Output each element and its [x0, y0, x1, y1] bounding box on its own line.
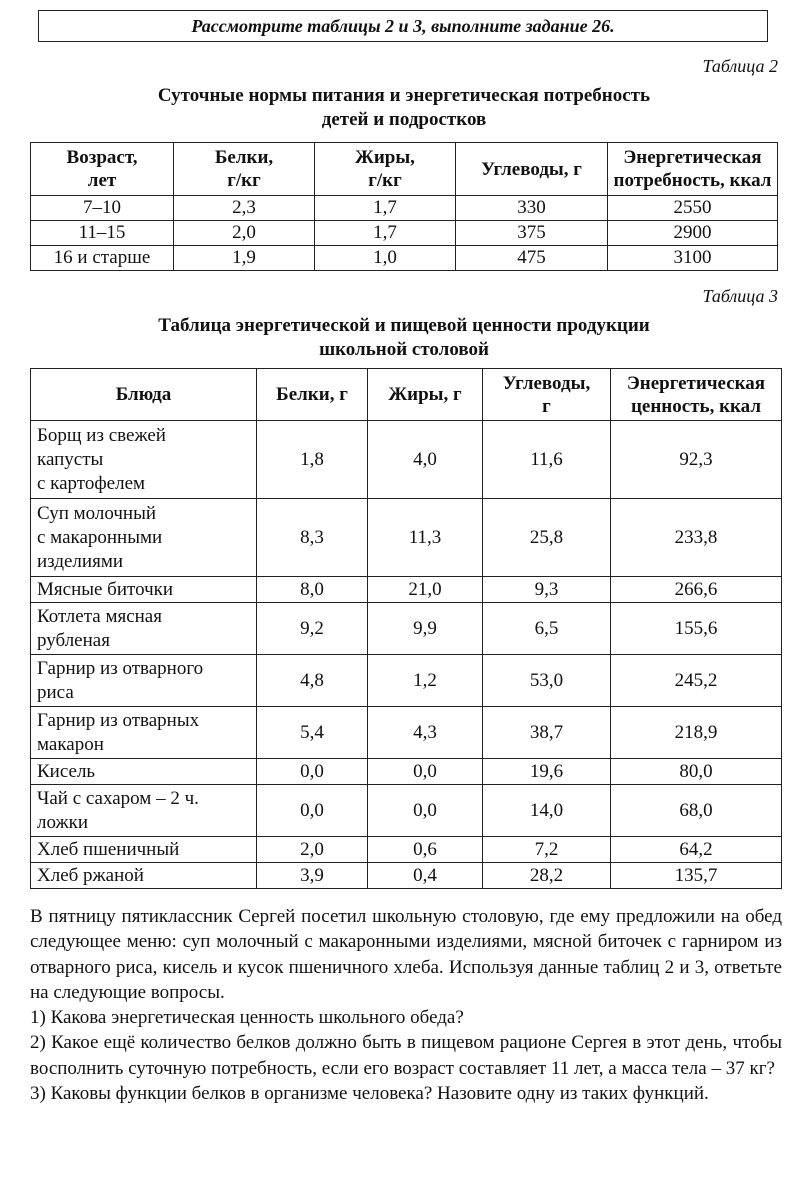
fat-cell: 1,2 [368, 655, 483, 707]
dish-cell: Борщ из свежей капусты с картофелем [31, 421, 257, 499]
fat-cell: 0,0 [368, 785, 483, 837]
fat-cell: 4,0 [368, 421, 483, 499]
energy-cell: 233,8 [611, 499, 782, 577]
table-row [31, 499, 782, 577]
table3-title-line2: школьной столовой [319, 339, 489, 360]
carbs-cell: 11,6 [483, 421, 611, 499]
dish-cell: Гарнир из отварного риса [31, 655, 257, 707]
energy-cell: 266,6 [611, 577, 782, 603]
protein-cell: 2,3 [174, 196, 315, 221]
fat-cell: 1,7 [315, 196, 456, 221]
energy-cell: 92,3 [611, 421, 782, 499]
dish-cell: Чай с сахаром – 2 ч. ложки [31, 785, 257, 837]
protein-cell: 3,9 [257, 863, 368, 889]
carbs-cell: 25,8 [483, 499, 611, 577]
energy-cell: 245,2 [611, 655, 782, 707]
table2-header-row [31, 143, 778, 196]
protein-cell: 0,0 [257, 785, 368, 837]
table-row [31, 577, 782, 603]
dish-cell: Хлеб пшеничный [31, 837, 257, 863]
table3-header-row [31, 369, 782, 421]
col-fat: Жиры, г [368, 369, 483, 421]
carbs-cell: 38,7 [483, 707, 611, 759]
col-carbs: Углеводы, г [483, 369, 611, 421]
energy-cell: 155,6 [611, 603, 782, 655]
fat-cell: 1,0 [315, 246, 456, 271]
age-cell: 7–10 [31, 196, 174, 221]
table2-title [30, 84, 778, 132]
table-row [31, 863, 782, 889]
fat-cell: 1,7 [315, 221, 456, 246]
energy-cell: 80,0 [611, 759, 782, 785]
carbs-cell: 28,2 [483, 863, 611, 889]
fat-cell: 0,0 [368, 759, 483, 785]
carbs-cell: 19,6 [483, 759, 611, 785]
fat-cell: 0,6 [368, 837, 483, 863]
table3-title [30, 314, 778, 362]
table-row [31, 837, 782, 863]
table2-title-line1: Суточные нормы питания и энергетическая потребность [157, 85, 651, 106]
table3-label: Таблица 3 [702, 286, 778, 306]
table-row [31, 785, 782, 837]
energy-cell: 64,2 [611, 837, 782, 863]
fat-cell: 4,3 [368, 707, 483, 759]
protein-cell: 8,0 [257, 577, 368, 603]
protein-cell: 4,8 [257, 655, 368, 707]
table2-nutrition-norms [30, 142, 778, 271]
col-energy: Энергетическая потребность, ккал [608, 143, 778, 196]
energy-cell: 135,7 [611, 863, 782, 889]
col-age: Возраст, лет [31, 143, 174, 196]
protein-cell: 8,3 [257, 499, 368, 577]
task-question-1: 1) Какова энергетическая ценность школьного обеда? [30, 1007, 464, 1029]
protein-cell: 9,2 [257, 603, 368, 655]
carbs-cell: 9,3 [483, 577, 611, 603]
table2-label: Таблица 2 [702, 56, 778, 76]
table-row [31, 421, 782, 499]
protein-cell: 1,9 [174, 246, 315, 271]
fat-cell: 21,0 [368, 577, 483, 603]
table-row [31, 603, 782, 655]
table-row [31, 221, 778, 246]
energy-cell: 3100 [608, 246, 778, 271]
dish-cell: Хлеб ржаной [31, 863, 257, 889]
energy-cell: 2550 [608, 196, 778, 221]
dish-cell: Гарнир из отварных макарон [31, 707, 257, 759]
fat-cell: 0,4 [368, 863, 483, 889]
table-row [31, 707, 782, 759]
protein-cell: 2,0 [174, 221, 315, 246]
col-protein: Белки, г [257, 369, 368, 421]
task-text [30, 904, 782, 1106]
energy-cell: 68,0 [611, 785, 782, 837]
instruction-box [38, 10, 768, 42]
col-energy: Энергетическая ценность, ккал [611, 369, 782, 421]
carbs-cell: 330 [456, 196, 608, 221]
protein-cell: 0,0 [257, 759, 368, 785]
col-carbs: Углеводы, г [456, 143, 608, 196]
instruction-text: Рассмотрите таблицы 2 и 3, выполните задание 26. [191, 15, 615, 36]
dish-cell: Мясные биточки [31, 577, 257, 603]
protein-cell: 5,4 [257, 707, 368, 759]
task-intro: В пятницу пятиклассник Сергей посетил школьную столовую, где ему предложили на обед следующее меню: суп молочный с макаронными изделиями, мясной биточек с гарниром из отварного риса, кисель и кусок пшеничного хлеба. Используя данные таблиц 2 и 3, ответьте на следующие вопросы. [30, 906, 782, 1003]
carbs-cell: 53,0 [483, 655, 611, 707]
carbs-cell: 7,2 [483, 837, 611, 863]
table-row [31, 246, 778, 271]
carbs-cell: 6,5 [483, 603, 611, 655]
table2-title-line2: детей и подростков [321, 109, 487, 130]
carbs-cell: 14,0 [483, 785, 611, 837]
col-protein: Белки, г/кг [174, 143, 315, 196]
protein-cell: 2,0 [257, 837, 368, 863]
dish-cell: Суп молочный с макаронными изделиями [31, 499, 257, 577]
task-question-3: 3) Каковы функции белков в организме человека? Назовите одну из таких функций. [30, 1083, 709, 1105]
table-row [31, 759, 782, 785]
table-row [31, 196, 778, 221]
col-fat: Жиры, г/кг [315, 143, 456, 196]
energy-cell: 218,9 [611, 707, 782, 759]
carbs-cell: 375 [456, 221, 608, 246]
table3-menu-values [30, 368, 782, 889]
age-cell: 11–15 [31, 221, 174, 246]
fat-cell: 11,3 [368, 499, 483, 577]
table3-title-line1: Таблица энергетической и пищевой ценности продукции [158, 315, 650, 336]
col-dish: Блюда [31, 369, 257, 421]
carbs-cell: 475 [456, 246, 608, 271]
age-cell: 16 и старше [31, 246, 174, 271]
dish-cell: Кисель [31, 759, 257, 785]
protein-cell: 1,8 [257, 421, 368, 499]
dish-cell: Котлета мясная рубленая [31, 603, 257, 655]
task-question-2: 2) Какое ещё количество белков должно быть в пищевом рационе Сергея в этот день, чтобы восполнить суточную потребность, если его возраст составляет 11 лет, а масса тела – 37 кг? [30, 1032, 782, 1079]
energy-cell: 2900 [608, 221, 778, 246]
table-row [31, 655, 782, 707]
fat-cell: 9,9 [368, 603, 483, 655]
